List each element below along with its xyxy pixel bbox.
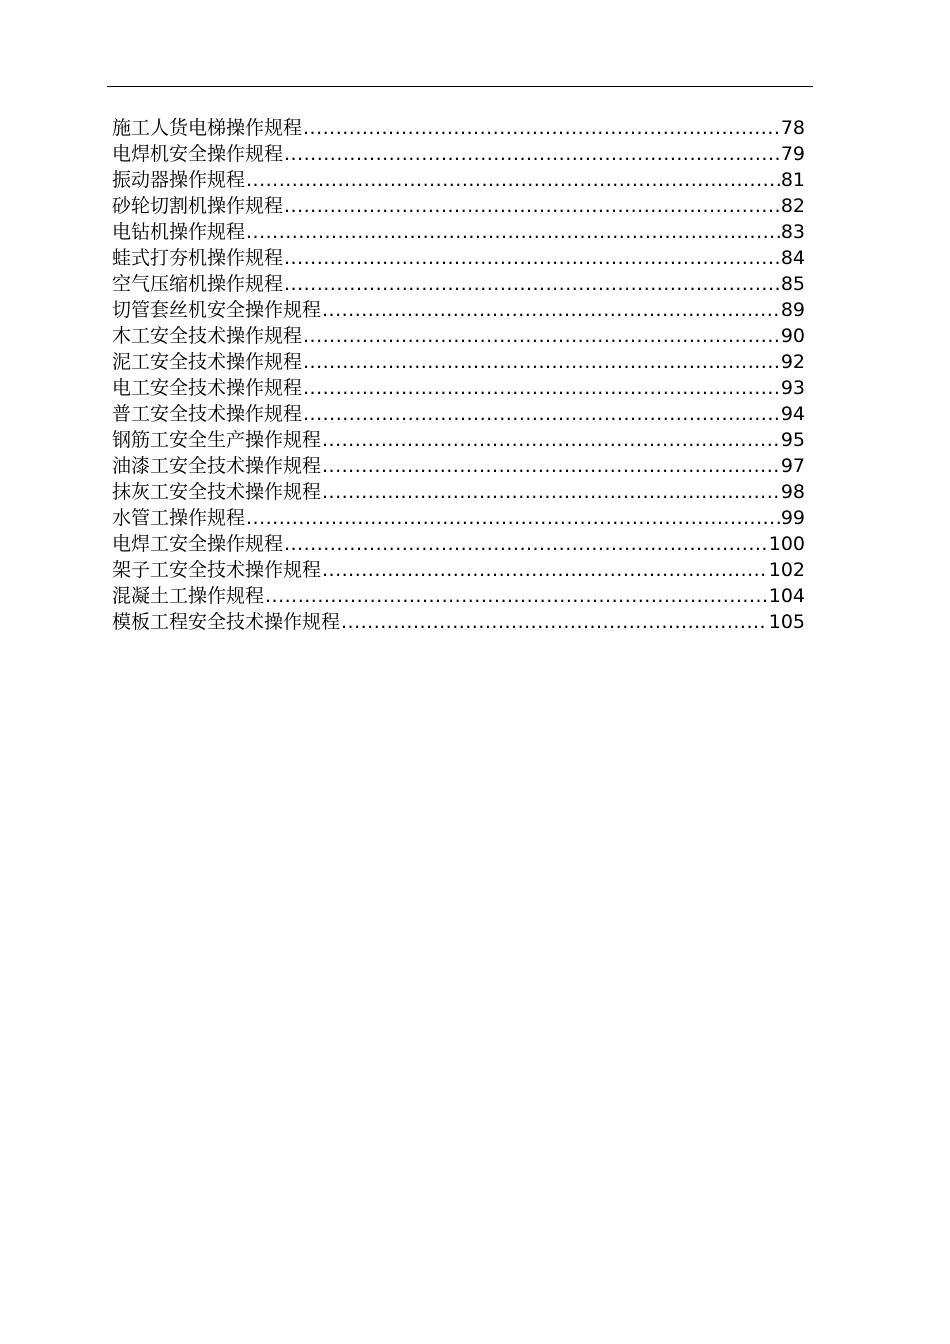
toc-entry[interactable] <box>112 193 805 219</box>
toc-entry-title: 振动器操作规程 <box>112 169 246 191</box>
toc-entry-page: 92 <box>780 351 805 373</box>
toc-dot-leader <box>265 583 768 609</box>
toc-entry-title: 木工安全技术操作规程 <box>112 325 303 347</box>
toc-dot-leader <box>284 245 780 271</box>
toc-dot-leader <box>303 375 780 401</box>
toc-entry-title: 砂轮切割机操作规程 <box>112 195 284 217</box>
toc-entry-title: 架子工安全技术操作规程 <box>112 559 322 581</box>
toc-entry-page: 94 <box>780 403 805 425</box>
toc-entry-page: 79 <box>780 143 805 165</box>
toc-entry[interactable] <box>112 141 805 167</box>
toc-entry[interactable] <box>112 115 805 141</box>
toc-entry-title: 电钻机操作规程 <box>112 221 246 243</box>
toc-entry-page: 93 <box>780 377 805 399</box>
toc-entry-page: 95 <box>780 429 805 451</box>
toc-entry-page: 90 <box>780 325 805 347</box>
toc-entry[interactable] <box>112 479 805 505</box>
toc-entry[interactable] <box>112 323 805 349</box>
toc-dot-leader <box>284 271 780 297</box>
toc-entry-title: 空气压缩机操作规程 <box>112 273 284 295</box>
toc-entry[interactable] <box>112 583 805 609</box>
toc-entry-page: 98 <box>780 481 805 503</box>
toc-entry-title: 混凝土工操作规程 <box>112 585 265 607</box>
toc-dot-leader <box>284 193 780 219</box>
toc-entry-title: 模板工程安全技术操作规程 <box>112 611 341 633</box>
toc-entry-page: 78 <box>780 117 805 139</box>
toc-dot-leader <box>246 167 780 193</box>
toc-entry-title: 施工人货电梯操作规程 <box>112 117 303 139</box>
toc-dot-leader <box>341 609 768 635</box>
toc-dot-leader <box>284 531 768 557</box>
header-rule <box>107 86 813 87</box>
toc-entry[interactable] <box>112 375 805 401</box>
toc-entry-page: 84 <box>780 247 805 269</box>
toc-entry-title: 电工安全技术操作规程 <box>112 377 303 399</box>
toc-entry-page: 97 <box>780 455 805 477</box>
toc-entry-page: 85 <box>780 273 805 295</box>
toc-entry-page: 102 <box>768 559 805 581</box>
toc-dot-leader <box>322 557 768 583</box>
toc-dot-leader <box>322 453 780 479</box>
toc-entry-page: 89 <box>780 299 805 321</box>
toc-dot-leader <box>322 297 780 323</box>
toc-entry-title: 油漆工安全技术操作规程 <box>112 455 322 477</box>
toc-entry[interactable] <box>112 245 805 271</box>
toc-entry[interactable] <box>112 505 805 531</box>
toc-entry-page: 82 <box>780 195 805 217</box>
toc-dot-leader <box>322 479 780 505</box>
toc-dot-leader <box>303 401 780 427</box>
toc-entry[interactable] <box>112 609 805 635</box>
toc-entry-page: 100 <box>768 533 805 555</box>
table-of-contents <box>112 115 805 635</box>
toc-entry[interactable] <box>112 557 805 583</box>
toc-entry[interactable] <box>112 531 805 557</box>
toc-entry-page: 105 <box>768 611 805 633</box>
toc-entry[interactable] <box>112 167 805 193</box>
toc-dot-leader <box>303 323 780 349</box>
toc-entry[interactable] <box>112 271 805 297</box>
toc-entry[interactable] <box>112 349 805 375</box>
toc-entry[interactable] <box>112 401 805 427</box>
toc-entry-title: 蛙式打夯机操作规程 <box>112 247 284 269</box>
toc-entry[interactable] <box>112 427 805 453</box>
toc-dot-leader <box>246 505 780 531</box>
toc-entry-title: 抹灰工安全技术操作规程 <box>112 481 322 503</box>
toc-entry-title: 电焊工安全操作规程 <box>112 533 284 555</box>
toc-entry-title: 切管套丝机安全操作规程 <box>112 299 322 321</box>
toc-entry-title: 电焊机安全操作规程 <box>112 143 284 165</box>
toc-entry-page: 81 <box>780 169 805 191</box>
toc-entry-page: 104 <box>768 585 805 607</box>
toc-entry[interactable] <box>112 297 805 323</box>
toc-entry[interactable] <box>112 219 805 245</box>
toc-entry[interactable] <box>112 453 805 479</box>
toc-dot-leader <box>303 349 780 375</box>
toc-entry-page: 99 <box>780 507 805 529</box>
toc-dot-leader <box>322 427 780 453</box>
toc-entry-page: 83 <box>780 221 805 243</box>
toc-entry-title: 钢筋工安全生产操作规程 <box>112 429 322 451</box>
toc-entry-title: 水管工操作规程 <box>112 507 246 529</box>
toc-entry-title: 泥工安全技术操作规程 <box>112 351 303 373</box>
toc-entry-title: 普工安全技术操作规程 <box>112 403 303 425</box>
toc-dot-leader <box>284 141 780 167</box>
toc-dot-leader <box>246 219 780 245</box>
toc-dot-leader <box>303 115 780 141</box>
